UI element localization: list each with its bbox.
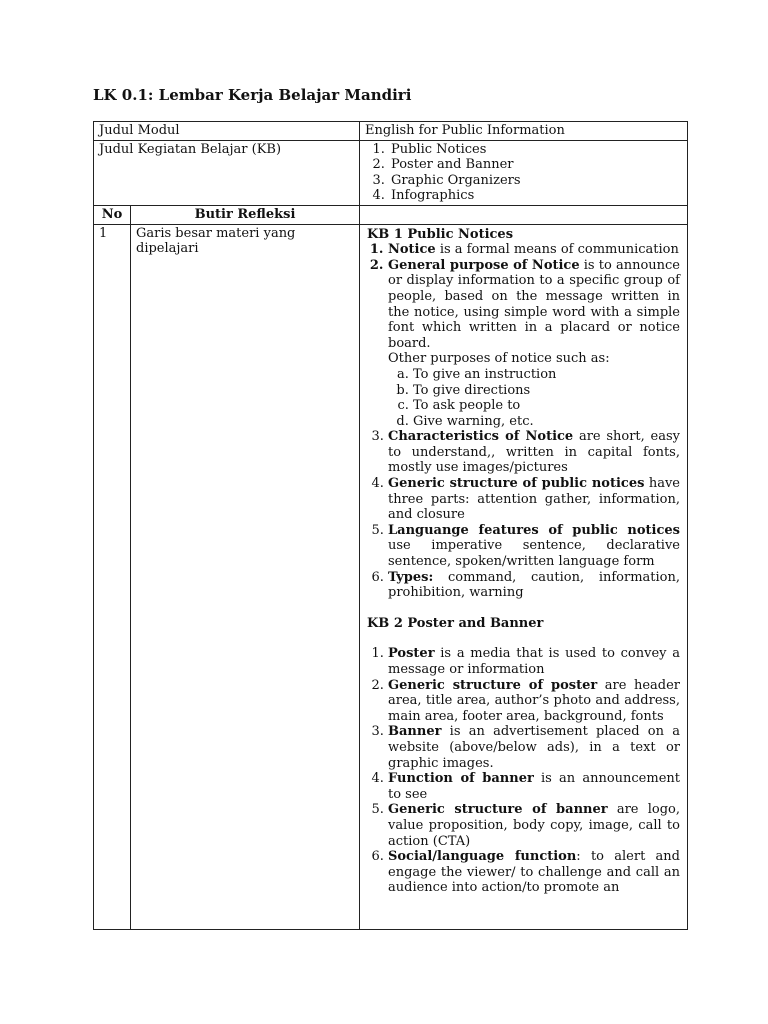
kb-title-list <box>364 142 682 204</box>
header-isi <box>360 205 688 224</box>
kb2-item <box>388 802 680 849</box>
kb1-sub-item: a. To give an instruction <box>413 367 680 383</box>
kb2-item-term: Poster <box>388 646 435 662</box>
kb1-list <box>367 242 680 601</box>
row-1 <box>94 224 688 929</box>
kb2-item <box>388 646 680 677</box>
kb2-item-text: is an advertisement placed on a website (above/below ads), in a text or graphic images. <box>388 724 680 771</box>
worksheet-title: LK 0.1: Lembar Kerja Belajar Mandiri <box>93 86 412 104</box>
kb1-item-term: General purpose of Notice <box>388 257 580 273</box>
kb1-sub-intro: Other purposes of notice such as: <box>388 351 610 367</box>
kb1-item-term: Languange features of public notices <box>388 522 680 538</box>
activity-title-value <box>360 140 688 205</box>
kb2-item-term: Function of banner <box>388 771 534 787</box>
module-title-value: English for Public Information <box>360 122 688 141</box>
kb1-item-term: Characteristics of Notice <box>388 429 574 445</box>
kb1-item-text: command, caution, information, prohibition, warning <box>388 569 680 601</box>
kb1-item <box>388 570 680 601</box>
row-module-title <box>94 122 688 141</box>
kb1-item-text: have three parts: attention gather, information, and closure <box>388 476 680 523</box>
kb2-item-term: Social/language function <box>388 849 577 865</box>
kb1-item <box>388 523 680 570</box>
kb-title-item: 3. Graphic Organizers <box>389 173 682 189</box>
kb1-sub-item: b. To give directions <box>413 383 680 399</box>
kb1-item <box>388 258 680 430</box>
row-content <box>360 224 688 929</box>
module-title-label: Judul Modul <box>94 122 360 141</box>
kb2-item-term: Generic structure of banner <box>388 802 608 818</box>
kb1-item-term: Generic structure of public notices <box>388 476 645 492</box>
header-butir-refleksi: Butir Refleksi <box>131 205 360 224</box>
kb-title-item: 1. Public Notices <box>389 142 682 158</box>
kb2-list <box>367 646 680 896</box>
kb1-sub-item: d. Give warning, etc. <box>413 414 680 430</box>
row-header <box>94 205 688 224</box>
kb2-item-text: is an announcement to see <box>388 771 680 802</box>
header-no: No <box>94 205 131 224</box>
kb2-item <box>388 724 680 771</box>
kb1-item-text: is to announce or display information to a specific group of people, based on the message written in the notice, using simple word with a simple font which written in a placard or notice board. <box>388 257 680 351</box>
kb-title-item: 4. Infographics <box>389 188 682 204</box>
kb2-item-text: is a media that is used to convey a message or information <box>388 646 680 677</box>
kb2-item-term: Banner <box>388 724 442 740</box>
row-number: 1 <box>94 224 131 929</box>
kb2-item <box>388 678 680 725</box>
kb2-item <box>388 771 680 802</box>
section-spacer <box>367 631 680 646</box>
kb2-item-text: are header area, title area, author’s photo and address, main area, footer area, background, fonts <box>388 677 680 724</box>
row-activity-title <box>94 140 688 205</box>
kb2-item-term: Generic structure of poster <box>388 677 598 693</box>
activity-title-label: Judul Kegiatan Belajar (KB) <box>94 140 360 205</box>
reflection-table <box>93 121 688 930</box>
kb2-heading: KB 2 Poster and Banner <box>367 615 544 631</box>
kb1-item <box>388 429 680 476</box>
kb2-item-text: : to alert and engage the viewer/ to challenge and call an audience into action/to promote an <box>388 849 680 896</box>
kb1-heading: KB 1 Public Notices <box>367 226 514 242</box>
kb-title-item: 2. Poster and Banner <box>389 157 682 173</box>
kb1-item-text: are short, easy to understand,, written in capital fonts, mostly use images/pictures <box>388 429 680 476</box>
row-butir: Garis besar materi yang dipelajari <box>131 224 360 929</box>
kb2-item-text: are logo, value proposition, body copy, image, call to action (CTA) <box>388 802 680 849</box>
kb1-item-text: use imperative sentence, declarative sentence, spoken/written language form <box>388 538 680 570</box>
kb1-item <box>388 242 680 258</box>
section-spacer <box>367 601 680 616</box>
kb1-item-term: Types: <box>388 569 434 585</box>
kb1-item <box>388 476 680 523</box>
kb2-item <box>388 849 680 896</box>
kb1-item-term: Notice <box>388 242 436 258</box>
kb1-sub-list <box>388 367 680 429</box>
kb1-item-text: is a formal means of communication <box>435 242 679 258</box>
kb1-sub-item: c. To ask people to <box>413 398 680 414</box>
